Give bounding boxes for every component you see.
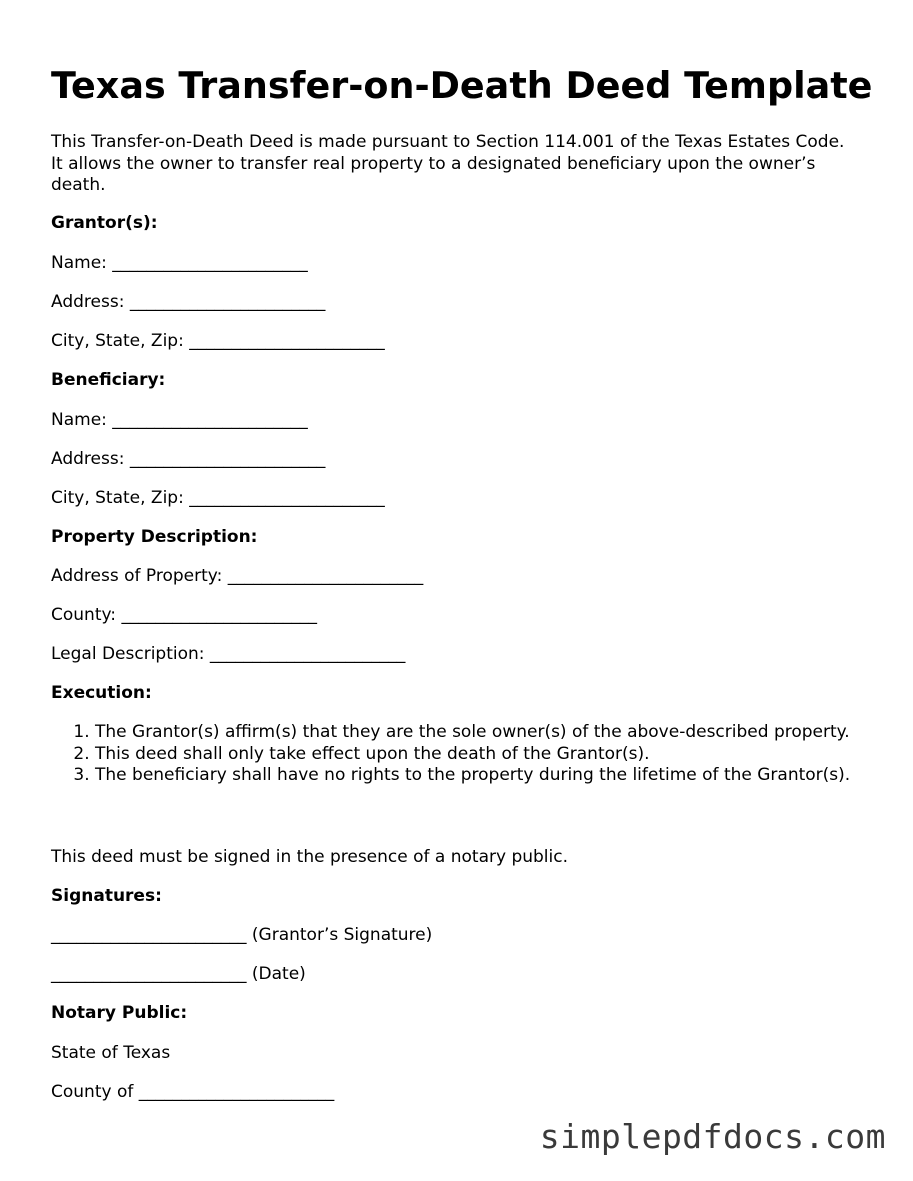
execution-list (51, 722, 855, 787)
signatures-heading: Signatures: (51, 886, 162, 906)
notary-heading: Notary Public: (51, 1003, 188, 1023)
execution-item: 2. This deed shall only take effect upon the death of the Grantor(s). (95, 744, 855, 766)
grantor-city-state-zip-field: City, State, Zip: _______________________ (51, 331, 385, 351)
property-county-field: County: _______________________ (51, 605, 317, 625)
grantor-signature-line: _______________________ (Grantor’s Signature) (51, 925, 433, 945)
notary-state: State of Texas (51, 1043, 171, 1063)
notary-statement: This deed must be signed in the presence of a notary public. (51, 847, 569, 867)
property-heading: Property Description: (51, 527, 258, 547)
watermark-logo: simplepdfdocs.com (539, 1117, 886, 1156)
execution-item: 3. The beneficiary shall have no rights to the property during the lifetime of the Grantor(s). (95, 765, 855, 787)
document-title: Texas Transfer-on-Death Deed Template (51, 64, 873, 107)
execution-item: 1. The Grantor(s) affirm(s) that they are the sole owner(s) of the above-described property. (95, 722, 855, 744)
beneficiary-address-field: Address: _______________________ (51, 449, 326, 469)
beneficiary-heading: Beneficiary: (51, 370, 166, 390)
beneficiary-city-state-zip-field: City, State, Zip: _______________________ (51, 488, 385, 508)
beneficiary-name-field: Name: _______________________ (51, 410, 308, 430)
grantor-heading: Grantor(s): (51, 213, 158, 233)
execution-heading: Execution: (51, 683, 152, 703)
property-legal-description-field: Legal Description: _______________________ (51, 644, 406, 664)
signature-date-line: _______________________ (Date) (51, 964, 306, 984)
notary-county-field: County of _______________________ (51, 1082, 335, 1102)
intro-paragraph: This Transfer-on-Death Deed is made pursuant to Section 114.001 of the Texas Estates Code. It allows the owner to transfer real property to a designated beneficiary upon the owner’s death. (51, 132, 845, 195)
grantor-name-field: Name: _______________________ (51, 253, 308, 273)
grantor-address-field: Address: _______________________ (51, 292, 326, 312)
property-address-field: Address of Property: _______________________ (51, 566, 424, 586)
